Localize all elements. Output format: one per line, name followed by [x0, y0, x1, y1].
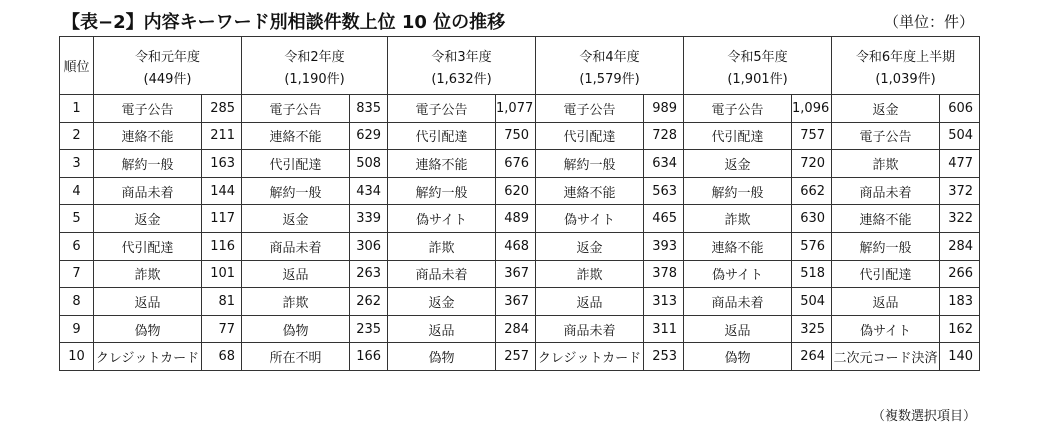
- keyword-cell: 電子公告: [832, 122, 940, 150]
- keyword-cell: 解約一般: [684, 177, 792, 205]
- keyword-cell: 返品: [536, 288, 644, 316]
- year-header: 令和5年度: [684, 37, 832, 67]
- count-cell: 211: [202, 122, 242, 150]
- count-cell: 576: [792, 232, 832, 260]
- keyword-cell: 商品未着: [684, 288, 792, 316]
- keyword-cell: 電子公告: [94, 95, 202, 123]
- count-cell: 253: [644, 343, 684, 371]
- count-cell: 116: [202, 232, 242, 260]
- keyword-cell: 詐欺: [832, 150, 940, 178]
- count-cell: 117: [202, 205, 242, 233]
- count-cell: 393: [644, 232, 684, 260]
- count-cell: 367: [496, 288, 536, 316]
- table-body: [60, 95, 980, 371]
- year-header: 令和元年度: [94, 37, 242, 67]
- count-cell: 720: [792, 150, 832, 178]
- footnote: （複数選択項目）: [871, 409, 976, 424]
- rank-cell: 9: [60, 315, 94, 343]
- year-total: (1,579件): [536, 66, 684, 95]
- keyword-cell: 返品: [684, 315, 792, 343]
- rank-cell: 4: [60, 177, 94, 205]
- count-cell: 325: [792, 315, 832, 343]
- count-cell: 662: [792, 177, 832, 205]
- count-cell: 465: [644, 205, 684, 233]
- keyword-cell: 代引配達: [94, 232, 202, 260]
- table-row: [60, 260, 980, 288]
- keyword-cell: 商品未着: [832, 177, 940, 205]
- keyword-cell: 連絡不能: [242, 122, 350, 150]
- rank-cell: 6: [60, 232, 94, 260]
- rank-cell: 10: [60, 343, 94, 371]
- count-cell: 757: [792, 122, 832, 150]
- table-row: [60, 95, 980, 123]
- table-row: [60, 343, 980, 371]
- rank-cell: 5: [60, 205, 94, 233]
- table-row: [60, 122, 980, 150]
- keyword-cell: クレジットカード: [536, 343, 644, 371]
- count-cell: 468: [496, 232, 536, 260]
- keyword-cell: 返品: [388, 315, 496, 343]
- count-cell: 257: [496, 343, 536, 371]
- count-cell: 264: [792, 343, 832, 371]
- keyword-cell: 偽サイト: [536, 205, 644, 233]
- count-cell: 163: [202, 150, 242, 178]
- keyword-cell: 二次元コード決済: [832, 343, 940, 371]
- keyword-cell: 偽サイト: [832, 315, 940, 343]
- count-cell: 372: [940, 177, 980, 205]
- table-title: 【表−2】内容キーワード別相談件数上位 10 位の推移: [62, 12, 506, 33]
- count-cell: 140: [940, 343, 980, 371]
- count-cell: 68: [202, 343, 242, 371]
- count-cell: 750: [496, 122, 536, 150]
- year-total: (1,190件): [242, 66, 388, 95]
- year-header: 令和6年度上半期: [832, 37, 980, 67]
- keyword-cell: 返品: [242, 260, 350, 288]
- year-header: 令和2年度: [242, 37, 388, 67]
- count-cell: 563: [644, 177, 684, 205]
- keyword-cell: 返金: [832, 95, 940, 123]
- keyword-cell: 詐欺: [242, 288, 350, 316]
- keyword-cell: 連絡不能: [536, 177, 644, 205]
- year-total: (1,039件): [832, 66, 980, 95]
- count-cell: 322: [940, 205, 980, 233]
- count-cell: 489: [496, 205, 536, 233]
- keyword-cell: 連絡不能: [684, 232, 792, 260]
- keyword-cell: 偽物: [242, 315, 350, 343]
- count-cell: 263: [350, 260, 388, 288]
- keyword-cell: 返品: [94, 288, 202, 316]
- year-total: (1,632件): [388, 66, 536, 95]
- year-header: 令和4年度: [536, 37, 684, 67]
- keyword-cell: 詐欺: [684, 205, 792, 233]
- table-row: [60, 232, 980, 260]
- count-cell: 183: [940, 288, 980, 316]
- table-row: [60, 177, 980, 205]
- keyword-cell: 偽物: [94, 315, 202, 343]
- keyword-cell: 電子公告: [684, 95, 792, 123]
- keyword-cell: 代引配達: [242, 150, 350, 178]
- keyword-cell: 電子公告: [388, 95, 496, 123]
- count-cell: 162: [940, 315, 980, 343]
- count-cell: 339: [350, 205, 388, 233]
- rank-cell: 2: [60, 122, 94, 150]
- keyword-cell: 代引配達: [832, 260, 940, 288]
- year-header: 令和3年度: [388, 37, 536, 67]
- count-cell: 434: [350, 177, 388, 205]
- keyword-cell: 偽物: [388, 343, 496, 371]
- count-cell: 620: [496, 177, 536, 205]
- count-cell: 235: [350, 315, 388, 343]
- year-total: (449件): [94, 66, 242, 95]
- table-row: [60, 205, 980, 233]
- rank-cell: 8: [60, 288, 94, 316]
- count-cell: 606: [940, 95, 980, 123]
- keyword-cell: 詐欺: [536, 260, 644, 288]
- rank-cell: 1: [60, 95, 94, 123]
- rank-cell: 3: [60, 150, 94, 178]
- keyword-cell: 商品未着: [388, 260, 496, 288]
- count-cell: 262: [350, 288, 388, 316]
- count-cell: 676: [496, 150, 536, 178]
- count-cell: 378: [644, 260, 684, 288]
- keyword-cell: 解約一般: [388, 177, 496, 205]
- keyword-cell: 偽物: [684, 343, 792, 371]
- count-cell: 367: [496, 260, 536, 288]
- keyword-cell: 解約一般: [832, 232, 940, 260]
- keyword-cell: 偽サイト: [388, 205, 496, 233]
- keyword-cell: 詐欺: [94, 260, 202, 288]
- keyword-cell: 連絡不能: [832, 205, 940, 233]
- keyword-cell: 連絡不能: [388, 150, 496, 178]
- keyword-cell: 商品未着: [536, 315, 644, 343]
- count-cell: 101: [202, 260, 242, 288]
- keyword-cell: 偽サイト: [684, 260, 792, 288]
- count-cell: 477: [940, 150, 980, 178]
- count-cell: 284: [496, 315, 536, 343]
- year-total: (1,901件): [684, 66, 832, 95]
- count-cell: 166: [350, 343, 388, 371]
- count-cell: 835: [350, 95, 388, 123]
- keyword-cell: 返金: [388, 288, 496, 316]
- unit-label: （単位：件）: [883, 13, 974, 31]
- keyword-cell: 商品未着: [242, 232, 350, 260]
- keyword-cell: 商品未着: [94, 177, 202, 205]
- count-cell: 508: [350, 150, 388, 178]
- keyword-cell: 代引配達: [684, 122, 792, 150]
- keyword-cell: 返金: [242, 205, 350, 233]
- header-row-years: [60, 37, 980, 67]
- count-cell: 285: [202, 95, 242, 123]
- keyword-cell: 電子公告: [536, 95, 644, 123]
- count-cell: 144: [202, 177, 242, 205]
- keyword-cell: 返金: [536, 232, 644, 260]
- count-cell: 1,096: [792, 95, 832, 123]
- count-cell: 989: [644, 95, 684, 123]
- keyword-cell: 電子公告: [242, 95, 350, 123]
- count-cell: 518: [792, 260, 832, 288]
- keyword-cell: 返金: [94, 205, 202, 233]
- count-cell: 311: [644, 315, 684, 343]
- keyword-cell: 代引配達: [536, 122, 644, 150]
- count-cell: 630: [792, 205, 832, 233]
- ranking-table: [59, 36, 980, 371]
- table-row: [60, 315, 980, 343]
- keyword-cell: 代引配達: [388, 122, 496, 150]
- header-row-totals: [60, 66, 980, 95]
- count-cell: 284: [940, 232, 980, 260]
- table-row: [60, 288, 980, 316]
- count-cell: 313: [644, 288, 684, 316]
- rank-cell: 7: [60, 260, 94, 288]
- keyword-cell: 返品: [832, 288, 940, 316]
- count-cell: 1,077: [496, 95, 536, 123]
- keyword-cell: 解約一般: [242, 177, 350, 205]
- count-cell: 266: [940, 260, 980, 288]
- keyword-cell: クレジットカード: [94, 343, 202, 371]
- keyword-cell: 所在不明: [242, 343, 350, 371]
- count-cell: 634: [644, 150, 684, 178]
- count-cell: 504: [792, 288, 832, 316]
- count-cell: 504: [940, 122, 980, 150]
- count-cell: 728: [644, 122, 684, 150]
- count-cell: 81: [202, 288, 242, 316]
- keyword-cell: 連絡不能: [94, 122, 202, 150]
- count-cell: 77: [202, 315, 242, 343]
- table-row: [60, 150, 980, 178]
- count-cell: 306: [350, 232, 388, 260]
- keyword-cell: 解約一般: [536, 150, 644, 178]
- keyword-cell: 詐欺: [388, 232, 496, 260]
- rank-header: 順位: [60, 37, 94, 95]
- count-cell: 629: [350, 122, 388, 150]
- keyword-cell: 返金: [684, 150, 792, 178]
- keyword-cell: 解約一般: [94, 150, 202, 178]
